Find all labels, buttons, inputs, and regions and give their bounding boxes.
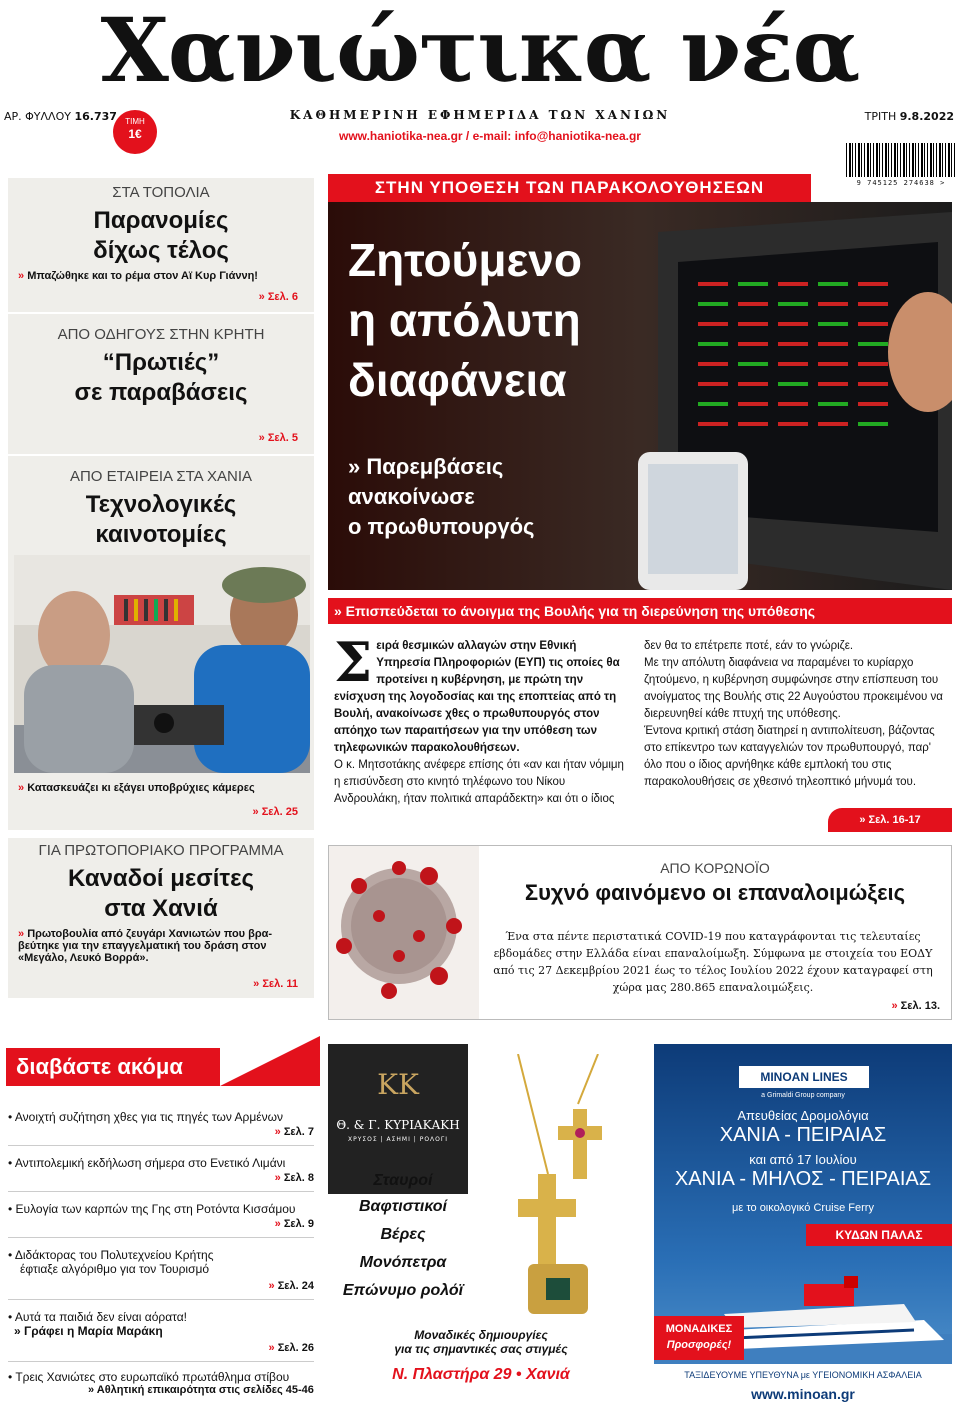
story-sub-text: Πρωτοβουλία από ζευγάρι Χανιωτών που βρα- xyxy=(27,928,273,940)
jewelry-advertisement[interactable] xyxy=(328,1044,634,1407)
read-more-text: » Αθλητική επικαιρότητα στις σελίδες 45-46 xyxy=(88,1384,314,1396)
offer-line: ΜΟΝΑΔΙΚΕΣ xyxy=(665,1323,733,1335)
read-more-page[interactable] xyxy=(269,1280,314,1292)
ferry-route: ΧΑΝΙΑ - ΜΗΛΟΣ - ΠΕΙΡΑΙΑΣ xyxy=(674,1168,932,1190)
ferry-line: Απευθείας Δρομολόγια xyxy=(737,1108,869,1123)
story-headline[interactable]: σε παραβάσεις xyxy=(74,379,248,406)
divider xyxy=(8,312,314,314)
left-sidebar-story-4 xyxy=(8,838,314,998)
issue-date: 9.8.2022 xyxy=(899,110,954,123)
slogan-line: για τις σημαντικές σας στιγμές xyxy=(394,1342,568,1356)
story-headline[interactable]: Καναδοί μεσίτες xyxy=(68,865,254,892)
main-story-sub xyxy=(348,452,588,542)
raquo-icon: » xyxy=(252,806,262,818)
read-more-item[interactable]: • Ανοιχτή συζήτηση χθες για τις πηγές των Αρμένων xyxy=(8,1110,283,1124)
article-paragraph: Με την απόλυτη διαφάνεια να παραμένει το κυρίαρχο ζητούμενο, η κυβέρνηση συμφώνησε στην επίσπευση του ανοίγματος της Βουλής στις 22 Αυγούστου προκειμένου να διερευνηθεί κάθε πτυχή της υπόθεσης. xyxy=(644,657,943,720)
ferry-sublogo: a Grimaldi Group company xyxy=(761,1092,845,1099)
issue-label: ΑΡ. ΦΥΛΛΟΥ xyxy=(4,110,71,123)
page-reference-text: Σελ. 5 xyxy=(267,432,298,444)
ferry-line: με το οικολογικό Cruise Ferry xyxy=(732,1202,874,1214)
story-sub: » Πρωτοβουλία από ζευγάρι Χανιωτών που βρα- βεύτηκε για την επαγγελματική του δράση στον «Μεγάλο, Λευκό Βορρά». xyxy=(18,928,314,964)
read-more-page[interactable] xyxy=(269,1342,314,1354)
jewelry-item: Βέρες xyxy=(380,1226,426,1243)
issue-value: 16.737 xyxy=(74,110,117,123)
website-link[interactable]: www.haniotika-nea.gr / e-mail: info@haniotika-nea.gr xyxy=(339,129,641,143)
main-story-subhead: » Επισπεύδεται το άνοιγμα της Βουλής για τη διερεύνηση της υπόθεσης xyxy=(328,598,952,624)
barcode-bars xyxy=(846,143,956,177)
sub-line: ανακοίνωσε xyxy=(348,484,475,509)
slogan-line: Μοναδικές δημιουργίες xyxy=(414,1328,548,1342)
raquo-icon: » xyxy=(258,432,268,444)
article-paragraph: δεν θα το επέτρεπε ποτέ, εάν το γνώριζε. xyxy=(644,640,854,652)
covid-headline[interactable]: Συχνό φαινόμενο οι επαναλοιμώξεις xyxy=(524,880,906,905)
article-paragraph: Ο κ. Μητσοτάκης ανέφερε επίσης ότι «αν και ήταν νόμιμη η επισύνδεση στο κινητό τηλέφωνο του Νίκου Ανδρουλάκη, ήταν πολιτικά απαράδεκτη» και ότι ο ίδιος xyxy=(334,759,624,805)
headline-line: διαφάνεια xyxy=(348,354,567,406)
covid-page-reference[interactable] xyxy=(891,1000,940,1012)
read-more-item[interactable] xyxy=(8,1370,314,1396)
story-sub-text: «Μεγάλο, Λευκό Βορρά». xyxy=(18,952,149,964)
raquo-icon: » xyxy=(891,1000,901,1012)
issue-number xyxy=(4,110,117,123)
read-more-corner xyxy=(220,1036,320,1086)
divider xyxy=(8,1145,314,1146)
story-kicker: ΑΠΟ ΟΔΗΓΟΥΣ ΣΤΗΝ ΚΡΗΤΗ xyxy=(57,326,265,343)
read-more-text: » Γράφει η Μαρία Μαράκη xyxy=(14,1324,163,1338)
ferry-offer-badge[interactable] xyxy=(654,1316,744,1360)
headline-line: η απόλυτη xyxy=(348,294,581,346)
read-more-text: • Τρεις Χανιώτες στο ευρωπαϊκό πρωτάθλημα στίβου xyxy=(8,1370,290,1384)
article-paragraph: Έντονα κριτική στάση διατηρεί η αντιπολίτευση, βάζοντας στο επίκεντρο των καταγγελιών τον πρωθυπουργό, παρ' όλο που ο ίδιος αρνήθηκε κάθε εμπλοκή του στις παρακολουθήσεις σε χθεσινό τηλεοπτικό μήνυμά του. xyxy=(644,725,935,788)
main-story-headline[interactable] xyxy=(348,230,648,410)
main-story-page-reference[interactable]: » Σελ. 16-17 xyxy=(828,808,952,832)
ferry-advertisement[interactable] xyxy=(654,1044,952,1407)
ferry-note: ΤΑΞΙΔΕΥΟΥΜΕ ΥΠΕΥΘΥΝΑ με ΥΓΕΙΟΝΟΜΙΚΗ ΑΣΦΑΛΕΙΑ xyxy=(684,1370,922,1380)
story-sub: » Μπαζώθηκε και το ρέμα στον Αϊ Κυρ Γιάννη! xyxy=(18,270,258,282)
story-headline[interactable]: δίχως τέλος xyxy=(93,237,229,264)
story-sub: » Κατασκευάζει κι εξάγει υποβρύχιες κάμερες xyxy=(18,782,255,794)
page-reference-text: Σελ. 11 xyxy=(262,978,298,990)
read-more-page[interactable] xyxy=(275,1172,314,1184)
story-headline[interactable]: Παρανομίες xyxy=(93,207,229,234)
ferry-line: και από 17 Ιουλίου xyxy=(749,1152,857,1167)
page-reference-text: Σελ. 8 xyxy=(283,1172,314,1184)
read-more-text: • Διδάκτορας του Πολυτεχνείου Κρήτης xyxy=(8,1248,214,1262)
read-more-text: • Αυτά τα παιδιά δεν είναι αόρατα! xyxy=(8,1310,187,1324)
jewelry-logo: KK xyxy=(377,1068,419,1101)
ferry-route: ΧΑΝΙΑ - ΠΕΙΡΑΙΑΣ xyxy=(719,1124,887,1146)
divider xyxy=(8,1299,314,1300)
price-badge xyxy=(113,110,157,154)
price-label: ΤΙΜΗ xyxy=(125,117,145,126)
headline-line: Ζητούμενο xyxy=(348,234,582,286)
raquo-icon: » xyxy=(268,1342,278,1354)
page-reference[interactable] xyxy=(259,291,298,303)
covid-body: Ένα στα πέντε περιστατικά COVID-19 που καταγράφονται τις τελευταίες εβδομάδες στην Ελλάδα είναι επαναλοίμωξη. Σύμφωνα με στοιχεία του ΕΟΔΥ από τις 27 Δεκεμβρίου 2021 έως το τέλος Ιουλίου 2022 έχουν καταγραφεί στη χώρα μας 280.865 επαναλοιμώξεις. xyxy=(493,930,933,994)
raquo-icon: » xyxy=(274,1218,284,1230)
ferry-logo: MINOAN LINES xyxy=(739,1066,869,1088)
jewelry-item: Βαφτιστικοί xyxy=(359,1198,447,1215)
page-reference[interactable] xyxy=(253,978,298,990)
raquo-icon: » xyxy=(253,978,263,990)
story-headline[interactable]: Τεχνολογικές xyxy=(85,491,237,518)
story-headline[interactable]: καινοτομίες xyxy=(95,521,227,548)
barcode-number: 9 745125 274638 > xyxy=(856,179,946,187)
page-reference[interactable] xyxy=(259,432,298,444)
divider xyxy=(8,1361,314,1362)
page-reference[interactable] xyxy=(253,806,298,818)
read-more-page[interactable] xyxy=(275,1218,314,1230)
divider xyxy=(8,1237,314,1238)
date-line xyxy=(865,110,954,123)
jewelry-address: Ν. Πλαστήρα 29 • Χανιά xyxy=(392,1366,570,1383)
raquo-icon: » xyxy=(274,1172,284,1184)
covid-kicker: ΑΠΟ ΚΟΡΩΝΟΪΟ xyxy=(660,860,770,876)
story-headline[interactable]: “Πρωτιές” xyxy=(102,349,220,376)
read-more-page[interactable] xyxy=(275,1126,314,1138)
read-more-item[interactable] xyxy=(8,1248,314,1276)
barcode xyxy=(846,143,956,193)
story-kicker: ΑΠΟ ΕΤΑΙΡΕΙΑ ΣΤΑ ΧΑΝΙΑ xyxy=(69,468,253,485)
sub-line: ο πρωθυπουργός xyxy=(348,514,535,539)
page-reference-text: Σελ. 24 xyxy=(277,1280,314,1292)
story-kicker: ΓΙΑ ΠΡΩΤΟΠΟΡΙΑΚΟ ΠΡΟΓΡΑΜΜΑ xyxy=(38,842,284,859)
jewelry-item: Σταυροί xyxy=(373,1172,433,1189)
offer-line: Προσφορές! xyxy=(666,1339,732,1351)
jewelry-store-name: Θ. & Γ. ΚΥΡΙΑΚΑΚΗ xyxy=(336,1118,460,1132)
page-reference-text: Σελ. 13. xyxy=(900,1000,940,1012)
jewelry-slogan xyxy=(328,1328,634,1356)
weekday: ΤΡΙΤΗ xyxy=(864,110,897,123)
jewelry-item: Επώνυμο ρολόϊ xyxy=(342,1282,464,1299)
masthead-title: Χανιώτικα νέα xyxy=(100,0,860,102)
price-value: 1€ xyxy=(128,127,142,141)
page-reference-text: Σελ. 25 xyxy=(261,806,298,818)
page-reference-text: Σελ. 7 xyxy=(283,1126,314,1138)
article-lead: ειρά θεσμικών αλλαγών στην Εθνική Υπηρεσία Πληροφοριών (ΕΥΠ) τις οποίες θα προτείνει η κυβέρνηση, με πρώτη την ενίσχυση της λογοδοσίας και της εποπτείας από τη Βουλή, ανακοίνωσε χθες ο πρωθυπουργός στον απόηχο των παραιτήσεων για την υπόθεση των τηλεφωνικών παρακολουθήσεων. xyxy=(334,640,620,754)
drop-cap: Σ xyxy=(334,630,373,694)
read-more-item[interactable]: • Αντιπολεμική εκδήλωση σήμερα στο Ενετικό Λιμάνι xyxy=(8,1156,286,1170)
story-sub-text: βεύτηκε για την επαγγελματική του δράση στον xyxy=(18,940,267,952)
raquo-icon: » xyxy=(268,1280,278,1292)
sub-line: » Παρεμβάσεις xyxy=(348,454,504,479)
raquo-icon: » xyxy=(274,1126,284,1138)
story-kicker: ΣΤΑ ΤΟΠΟΛΙΑ xyxy=(112,184,210,201)
page-reference-text: Σελ. 9 xyxy=(283,1218,314,1230)
divider xyxy=(8,1191,314,1192)
workshop-photo xyxy=(14,555,310,773)
story-headline[interactable]: στα Χανιά xyxy=(104,895,218,922)
read-more-item[interactable]: • Ευλογία των καρπών της Γης στη Ροτόντα Κισσάμου xyxy=(8,1202,296,1216)
page-reference-text: Σελ. 26 xyxy=(277,1342,314,1354)
tagline: ΚΑΘΗΜΕΡΙΝΗ ΕΦΗΜΕΡΙΔΑ ΤΩΝ ΧΑΝΙΩΝ xyxy=(289,108,671,122)
main-story-kicker: ΣΤΗΝ ΥΠΟΘΕΣΗ ΤΩΝ ΠΑΡΑΚΟΛΟΥΘΗΣΕΩΝ xyxy=(328,174,811,202)
jewelry-tagline: ΧΡΥΣΟΣ | ΑΣΗΜΙ | ΡΟΛΟΓΙ xyxy=(347,1136,448,1143)
story-sub-text: Κατασκευάζει κι εξάγει υποβρύχιες κάμερες xyxy=(27,782,255,794)
ship-name-banner: ΚΥΔΩΝ ΠΑΛΑΣ xyxy=(806,1224,952,1246)
read-more-item[interactable] xyxy=(8,1310,314,1338)
cross-pendant-image xyxy=(478,1054,628,1324)
raquo-icon: » xyxy=(258,291,268,303)
story-sub-text: Μπαζώθηκε και το ρέμα στον Αϊ Κυρ Γιάννη! xyxy=(27,270,258,282)
page-reference-text: Σελ. 6 xyxy=(267,291,298,303)
article-column-2 xyxy=(644,638,946,791)
article-column-1 xyxy=(334,630,630,808)
divider xyxy=(8,454,314,456)
jewelry-item: Μονόπετρα xyxy=(359,1254,447,1271)
virus-photo xyxy=(329,846,479,1019)
read-more-title: διαβάστε ακόμα xyxy=(6,1048,220,1086)
ferry-url[interactable]: www.minoan.gr xyxy=(751,1386,855,1402)
read-more-text: έφτιαξε αλγόριθμο για τον Τουρισμό xyxy=(20,1262,210,1276)
